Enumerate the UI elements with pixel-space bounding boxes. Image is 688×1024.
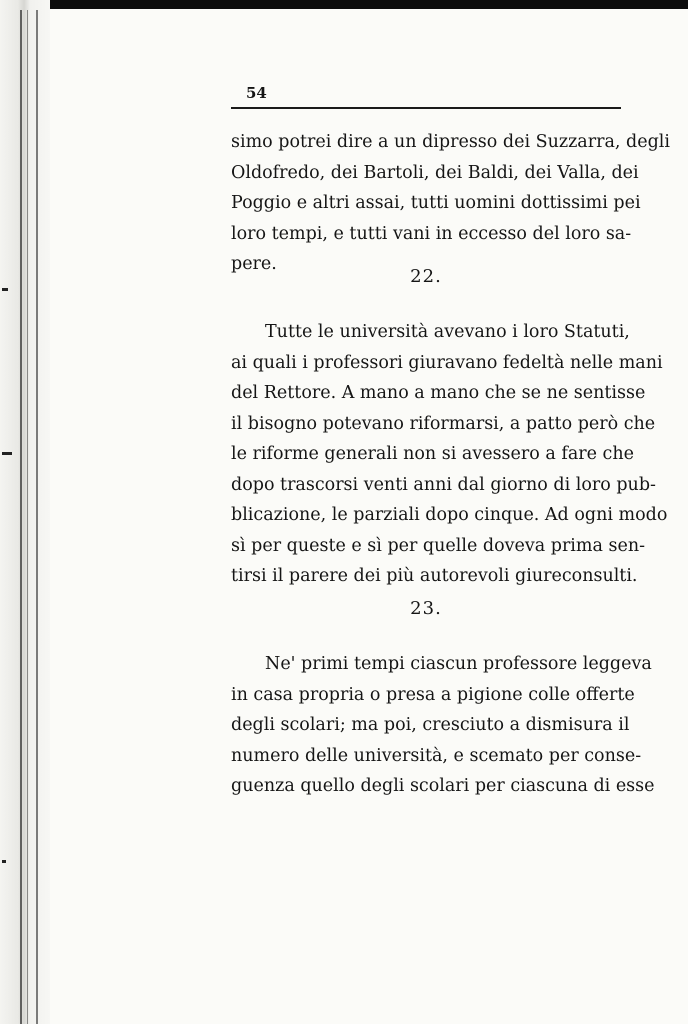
binding-mark — [2, 452, 12, 455]
text-line: dopo trascorsi venti anni dal giorno di loro pub- — [231, 474, 656, 495]
text-line: Poggio e altri assai, tutti uomini dottissimi pei — [231, 193, 641, 213]
text-line: numero delle università, e scemato per conse- — [231, 745, 642, 766]
text-line: le riforme generali non si avessero a fare che — [231, 444, 634, 464]
section-22-paragraph — [231, 317, 668, 592]
section-23-paragraph — [231, 649, 655, 802]
text-line: del Rettore. A mano a mano che se ne sentisse — [231, 383, 646, 403]
section-number-23: 23. — [410, 598, 442, 619]
text-line: Ne' primi tempi ciascun professore leggeva — [265, 654, 652, 674]
text-line: simo potrei dire a un dipresso dei Suzzarra, degli — [231, 132, 670, 152]
binding-mark — [2, 288, 8, 291]
text-line: loro tempi, e tutti vani in eccesso del loro sa- — [231, 223, 632, 244]
page-number: 54 — [246, 84, 267, 102]
text-line: Tutte le università avevano i loro Statuti, — [265, 322, 630, 342]
book-binding-gutter — [0, 0, 50, 1024]
text-line: pere. — [231, 254, 277, 274]
text-line: in casa propria o presa a pigione colle offerte — [231, 684, 635, 705]
binding-line — [27, 10, 28, 1024]
section-number-22: 22. — [410, 266, 442, 287]
binding-line — [20, 10, 22, 1024]
text-line: sì per queste e sì per quelle doveva prima sen- — [231, 535, 646, 556]
text-line: Oldofredo, dei Bartoli, dei Baldi, dei Valla, dei — [231, 162, 639, 183]
text-line: guenza quello degli scolari per ciascuna di esse — [231, 776, 655, 796]
text-line: il bisogno potevano riformarsi, a patto però che — [231, 413, 656, 434]
binding-line — [36, 10, 38, 1024]
continuation-paragraph — [231, 127, 670, 280]
binding-mark — [2, 860, 6, 863]
scan-top-border — [0, 0, 688, 9]
text-line: blicazione, le parziali dopo cinque. Ad ogni modo — [231, 505, 668, 525]
text-line: tirsi il parere dei più autorevoli giureconsulti. — [231, 566, 638, 586]
header-rule — [231, 107, 621, 109]
text-line: ai quali i professori giuravano fedeltà nelle mani — [231, 352, 663, 373]
text-line: degli scolari; ma poi, cresciuto a dismisura il — [231, 715, 630, 735]
